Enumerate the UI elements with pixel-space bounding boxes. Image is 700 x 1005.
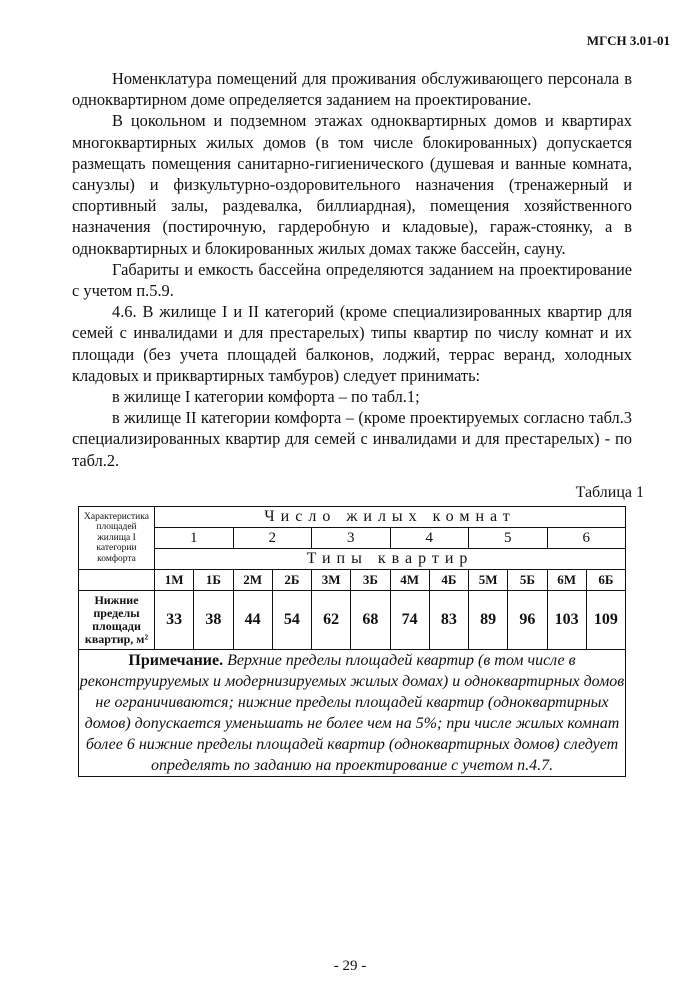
note-text: Верхние пределы площадей квартир (в том числе в реконструируемых и модернизируемых жилых домах) и одноквартирных домов не ограничиваются; нижние пределы площадей квартир (одноквартирных домов) допускается уменьшать не более чем на 5%; при числе жилых комнат более 6 нижние пределы площадей квартир (одноквартирных домов) следует определять по заданию на проектирование с учетом п.4.7. — [79, 652, 625, 774]
type-cell: 6Б — [586, 570, 625, 591]
paragraph: В цокольном и подземном этажах одноквартирных домов и квартирах многоквартирных жилых домов (в том числе блокированных) допускается размещать помещения санитарно-гигиенического (душевая и ванные комната, санузлы) и физкультурно-оздоровительного назначения (тренажерный и спортивный залы, раздевалка, биллиардная), помещения хозяйственного назначения (постирочную, гардеробную и кладовые), гараж-стоянку, а в одноквартирных и блокированных жилых домах также бассейн, сауну. — [72, 111, 632, 258]
paragraph: в жилище I категории комфорта – по табл.1; — [112, 387, 420, 407]
type-cell: 2Б — [272, 570, 311, 591]
room-count-cell: 6 — [547, 528, 626, 549]
table-row — [79, 650, 626, 777]
area-table — [78, 506, 626, 777]
types-header-cell: Типы квартир — [155, 549, 626, 570]
value-cell: 33 — [155, 591, 194, 650]
value-cell: 109 — [586, 591, 625, 650]
page-number: - 29 - — [333, 958, 367, 974]
value-cell: 38 — [194, 591, 233, 650]
value-cell: 62 — [312, 591, 351, 650]
type-cell: 4М — [390, 570, 429, 591]
table-row — [79, 591, 626, 650]
values-label-cell: Нижние пределы площади квартир, м² — [79, 591, 155, 650]
note-label: Примечание. — [128, 652, 224, 669]
type-cell: 6М — [547, 570, 586, 591]
type-cell: 2М — [233, 570, 272, 591]
value-cell: 103 — [547, 591, 586, 650]
type-cell: 5М — [469, 570, 508, 591]
body-text — [72, 68, 632, 471]
paragraph: 4.6. В жилище I и II категорий (кроме специализированных квартир для семей с инвалидами и для престарелых) типы квартир по числу комнат и их площади (без учета площадей балконов, лоджий, террас веранд, холодных кладовых и приквартирных тамбуров) следует принимать: — [72, 302, 632, 385]
rooms-header-cell: Число жилых комнат — [155, 507, 626, 528]
table-caption: Таблица 1 — [575, 484, 644, 501]
room-count-cell: 5 — [469, 528, 548, 549]
value-cell: 96 — [508, 591, 547, 650]
paragraph: в жилище II категории комфорта – (кроме проектируемых согласно табл.3 специализированных квартир для семей с инвалидами и для престарелых) - по табл.2. — [72, 408, 632, 470]
value-cell: 44 — [233, 591, 272, 650]
row-header-cell: Характеристика площадей жилища I категории комфорта — [79, 507, 155, 570]
table-row — [79, 528, 626, 549]
paragraph: Номенклатура помещений для проживания обслуживающего персонала в одноквартирном доме определяется заданием на проектирование. — [72, 69, 632, 110]
note-cell — [79, 650, 626, 777]
value-cell: 68 — [351, 591, 390, 650]
value-cell: 74 — [390, 591, 429, 650]
type-cell: 3М — [312, 570, 351, 591]
type-cell: 3Б — [351, 570, 390, 591]
room-count-cell: 3 — [312, 528, 391, 549]
type-cell: 1М — [155, 570, 194, 591]
value-cell: 83 — [429, 591, 468, 650]
value-cell: 54 — [272, 591, 311, 650]
table-row — [79, 507, 626, 528]
type-cell: 1Б — [194, 570, 233, 591]
room-count-cell: 2 — [233, 528, 312, 549]
type-cell: 5Б — [508, 570, 547, 591]
paragraph: Габариты и емкость бассейна определяются заданием на проектирование с учетом п.5.9. — [72, 259, 632, 301]
room-count-cell: 1 — [155, 528, 234, 549]
room-count-cell: 4 — [390, 528, 469, 549]
table-row — [79, 549, 626, 570]
blank-cell — [79, 570, 155, 591]
type-cell: 4Б — [429, 570, 468, 591]
value-cell: 89 — [469, 591, 508, 650]
table-row — [79, 570, 626, 591]
document-code: МГСН 3.01-01 — [586, 33, 670, 48]
